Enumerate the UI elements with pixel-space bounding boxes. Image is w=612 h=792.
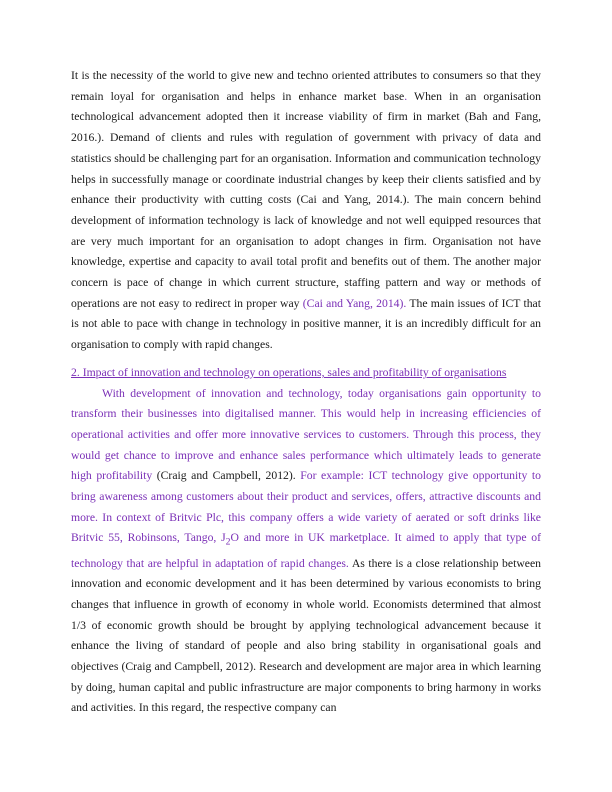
paragraph-2-text-a: With development of innovation and technology, today organisations gain opportunity to transform their businesses into digitalised manner. This would help in increasing efficiencies of operational activities and offer more innovative services to customers. Through this process, they would get chance to improve and enhance sales performance which ultimately leads to generate high profitability: [71, 386, 541, 483]
paragraph-2-text-b: For example: ICT technology give opportunity to bring awareness among customers about their product and services, offers, attractive discounts and more. In context of Britvic Plc, this company offers a wide variety of aerated or soft drinks like Britvic 55, Robinsons, Tango, J: [71, 469, 541, 545]
section-heading-2: 2. Impact of innovation and technology on operations, sales and profitability of organisations: [71, 365, 507, 379]
paragraph-1-text-b: When in an organisation technological advancement adopted then it increase viability of firm in market (Bah and Fang, 2016.). Demand of clients and rules with regulation of government with privacy of data and statistics should be challenging part for an organisation. Information and communication technology helps in successfully manage or coordinate industrial changes by keep their clients satisfied and by enhance their productivity with cutting costs (Cai and Yang, 2014.). The main concern behind development of information technology is lack of knowledge and not well equipped resources that are very much important for an organisation to adopt changes in firm. Organisation not have knowledge, expertise and capacity to avail total profit and benefits out of them. The another major concern is pace of change in which current structure, staffing pattern and way or methods of operations are not easy to redirect in proper way: [71, 89, 541, 310]
paragraph-1-dot: .: [404, 89, 408, 103]
citation-craig-campbell: (Craig and Campbell, 2012).: [156, 469, 296, 483]
citation-cai-yang: (Cai and Yang, 2014).: [302, 296, 407, 310]
paragraph-2-text-c: O and more in UK marketplace. It aimed to apply that type of technology that are helpful in adaptation of rapid changes.: [71, 531, 541, 570]
body-paragraph-1: [71, 66, 541, 356]
paragraph-2-text-d: As there is a close relationship between innovation and economic development and it has been determined by various economists to bring changes that influence in growth of economy in whole world. Economists determined that almost 1/3 of economic growth should be brought by applying technological advancement because it enhance the living of standard of people and also bring stability in organisational goals and objectives (Craig and Campbell, 2012). Research and development are major area in which learning by doing, human capital and public infrastructure are major components to bring harmony in works and activities. In this regard, the respective company can: [71, 556, 541, 715]
subscript-2: 2: [225, 536, 231, 548]
paragraph-1-text-c: The main issues of ICT that is not able to pace with change in technology in positive manner, it is an incredibly difficult for an organisation to comply with rapid changes.: [71, 296, 541, 352]
body-paragraph-2: [71, 384, 541, 720]
paragraph-1-text-a: It is the necessity of the world to give new and techno oriented attributes to consumers so that they remain loyal for organisation and helps in enhance market base: [71, 69, 541, 103]
